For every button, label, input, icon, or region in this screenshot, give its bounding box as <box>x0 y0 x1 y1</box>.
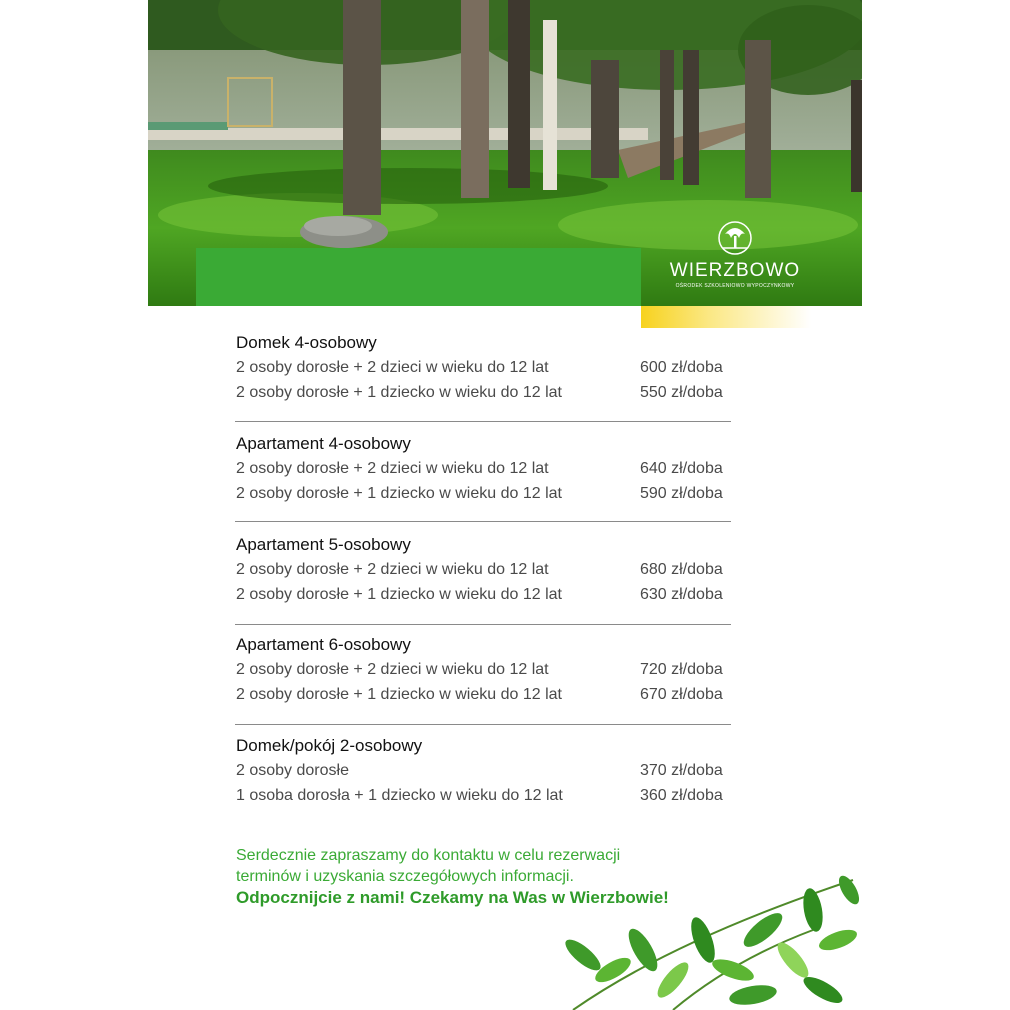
offer-title: Domek/pokój 2-osobowy <box>236 736 423 755</box>
offer-section <box>236 432 731 506</box>
offer-title: Apartament 5-osobowy <box>236 535 411 554</box>
price-value: 630 zł/doba <box>640 586 723 603</box>
price-row-description: 2 osoby dorosłe + 1 dziecko w wieku do 12 lat <box>236 686 562 703</box>
offer-title: Apartament 4-osobowy <box>236 434 411 453</box>
price-value: 360 zł/doba <box>640 787 723 804</box>
price-list-page <box>148 0 862 1010</box>
price-row-description: 2 osoby dorosłe <box>236 762 349 779</box>
contact-line: terminów i uzyskania szczegółowych informacji. <box>236 868 574 885</box>
price-row <box>236 582 731 607</box>
leaves-decoration-icon <box>553 870 862 1010</box>
price-value: 600 zł/doba <box>640 359 723 376</box>
price-value: 590 zł/doba <box>640 485 723 502</box>
section-divider <box>235 521 731 522</box>
price-row <box>236 557 731 582</box>
price-row-description: 2 osoby dorosłe + 1 dziecko w wieku do 12 lat <box>236 586 562 603</box>
price-value: 640 zł/doba <box>640 460 723 477</box>
willow-tree-icon <box>715 220 755 256</box>
section-divider <box>235 421 731 422</box>
price-row-description: 2 osoby dorosłe + 2 dzieci w wieku do 12 lat <box>236 460 549 477</box>
price-row-description: 1 osoba dorosła + 1 dziecko w wieku do 12 lat <box>236 787 563 804</box>
price-row <box>236 783 731 808</box>
offer-section <box>236 533 731 607</box>
price-row <box>236 380 731 405</box>
price-row <box>236 355 731 380</box>
logo-name: WIERZBOWO <box>669 260 801 281</box>
price-row <box>236 682 731 707</box>
closing-slogan: Odpocznijcie z nami! Czekamy na Was w Wierzbowie! <box>236 888 669 907</box>
offer-section <box>236 734 731 808</box>
logo <box>660 220 810 289</box>
green-accent-band <box>196 248 641 306</box>
yellow-accent-strip <box>641 306 811 328</box>
offer-title: Apartament 6-osobowy <box>236 635 411 654</box>
offer-title: Domek 4-osobowy <box>236 333 377 352</box>
price-row-description: 2 osoby dorosłe + 2 dzieci w wieku do 12 lat <box>236 561 549 578</box>
price-row <box>236 456 731 481</box>
price-row <box>236 758 731 783</box>
section-divider <box>235 724 731 725</box>
price-value: 680 zł/doba <box>640 561 723 578</box>
contact-line: Serdecznie zapraszamy do kontaktu w celu rezerwacji <box>236 847 621 864</box>
price-value: 670 zł/doba <box>640 686 723 703</box>
price-row-description: 2 osoby dorosłe + 1 dziecko w wieku do 12 lat <box>236 485 562 502</box>
price-value: 550 zł/doba <box>640 384 723 401</box>
price-value: 370 zł/doba <box>640 762 723 779</box>
price-row <box>236 657 731 682</box>
price-row <box>236 481 731 506</box>
price-row-description: 2 osoby dorosłe + 2 dzieci w wieku do 12 lat <box>236 359 549 376</box>
offer-section <box>236 633 731 707</box>
price-row-description: 2 osoby dorosłe + 2 dzieci w wieku do 12 lat <box>236 661 549 678</box>
price-row-description: 2 osoby dorosłe + 1 dziecko w wieku do 12 lat <box>236 384 562 401</box>
section-divider <box>235 624 731 625</box>
offer-section <box>236 331 731 405</box>
logo-subtitle: OŚRODEK SZKOLENIOWO WYPOCZYNKOWY <box>675 283 795 289</box>
price-value: 720 zł/doba <box>640 661 723 678</box>
